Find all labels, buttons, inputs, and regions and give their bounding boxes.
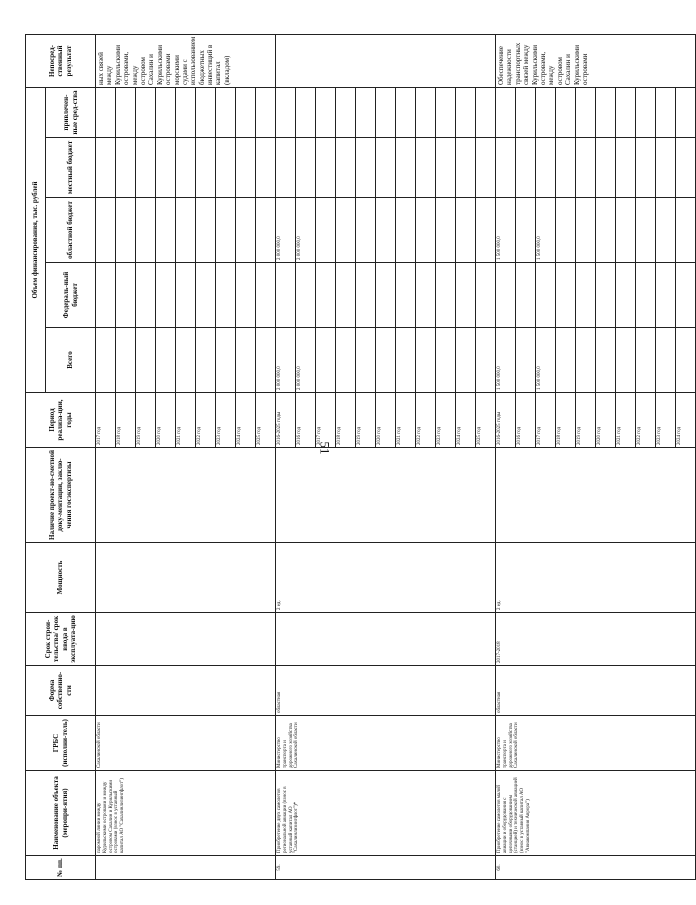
funding-federal: [176, 263, 196, 328]
funding-local: [476, 138, 496, 198]
funding-regional: [216, 198, 236, 263]
period-year: 2020 год: [596, 393, 616, 448]
funding-local: [96, 138, 116, 198]
header-funding-group: Объем финансирования, тыс. рублей: [26, 88, 46, 393]
funding-extra: [176, 88, 196, 138]
funding-regional: [616, 198, 636, 263]
funding-total: [196, 328, 216, 393]
period-year: 2018 год: [556, 393, 576, 448]
funding-federal: [356, 263, 376, 328]
funding-extra: [256, 88, 276, 138]
object-name: Приобретение двух самолетов региональной авиации (взнос в уставный капитал АО "Сахалинлизингфлот")*: [276, 771, 496, 856]
period-year: 2018 год: [116, 393, 136, 448]
funding-federal: [556, 263, 576, 328]
funding-extra: [296, 88, 316, 138]
funding-federal: [656, 263, 676, 328]
funding-extra: [596, 88, 616, 138]
ownership-form: [96, 666, 276, 716]
funding-extra: [336, 88, 356, 138]
funding-regional: [396, 198, 416, 263]
funding-local: [636, 138, 656, 198]
funding-extra: [536, 88, 556, 138]
funding-extra: [396, 88, 416, 138]
documentation: [276, 448, 496, 543]
funding-regional: [256, 198, 276, 263]
funding-federal: [236, 263, 256, 328]
period-year: 2025 год: [256, 393, 276, 448]
period-year: 2020 год: [156, 393, 176, 448]
funding-federal: [336, 263, 356, 328]
funding-extra: [236, 88, 256, 138]
funding-local: [196, 138, 216, 198]
header-total: Всего: [46, 328, 96, 393]
capacity: [96, 543, 276, 613]
funding-local: [296, 138, 316, 198]
period-year: 2019 год: [576, 393, 596, 448]
funding-federal: [536, 263, 556, 328]
funding-regional: [336, 198, 356, 263]
period-year: 2019 год: [136, 393, 156, 448]
funding-local: [256, 138, 276, 198]
funding-total: 1 500 000,0: [496, 328, 516, 393]
page-number: 51: [317, 441, 333, 455]
funding-extra: [516, 88, 536, 138]
funding-extra: [676, 88, 696, 138]
grbs-executor: Сахалинской области: [96, 716, 276, 771]
header-federal: Федераль-ный бюджет: [46, 263, 96, 328]
funding-extra: [96, 88, 116, 138]
funding-federal: [496, 263, 516, 328]
funding-total: [136, 328, 156, 393]
funding-federal: [276, 263, 296, 328]
funding-federal: [156, 263, 176, 328]
funding-table: [25, 34, 696, 880]
table-body: [96, 35, 696, 880]
deadline: [96, 613, 276, 666]
funding-local: [536, 138, 556, 198]
funding-extra: [436, 88, 456, 138]
funding-total: [116, 328, 136, 393]
table-row: [276, 35, 296, 880]
documentation: [96, 448, 276, 543]
funding-total: [216, 328, 236, 393]
funding-federal: [596, 263, 616, 328]
deadline: 2017-2018: [496, 613, 696, 666]
direct-result: ных связей между Курильскими островами, между островом Сахалин и Курильскими островами морскими судами с использованием бюджетных инвестиций в капитал (вкладом): [96, 35, 276, 88]
funding-extra: [656, 88, 676, 138]
funding-regional: [456, 198, 476, 263]
table-row: [96, 35, 116, 880]
header-deadline: Срок строи-тельства/ срок ввода в эксплуата-цию: [26, 613, 96, 666]
funding-local: [416, 138, 436, 198]
funding-regional: [116, 198, 136, 263]
funding-federal: [136, 263, 156, 328]
funding-local: [436, 138, 456, 198]
capacity: 2 ед.: [496, 543, 696, 613]
funding-local: [596, 138, 616, 198]
funding-total: [376, 328, 396, 393]
funding-local: [336, 138, 356, 198]
funding-total: [676, 328, 696, 393]
header-result: Непосред-ственный результат: [26, 35, 96, 88]
funding-extra: [616, 88, 636, 138]
header-local: местный бюджет: [46, 138, 96, 198]
funding-local: [176, 138, 196, 198]
funding-local: [576, 138, 596, 198]
period-year: 2023 год: [436, 393, 456, 448]
period-year: 2016-2025 годы: [276, 393, 296, 448]
funding-local: [496, 138, 516, 198]
funding-federal: [456, 263, 476, 328]
funding-federal: [96, 263, 116, 328]
funding-total: [436, 328, 456, 393]
period-year: 2024 год: [456, 393, 476, 448]
funding-extra: [196, 88, 216, 138]
funding-total: [256, 328, 276, 393]
header-name: Наименование объекта (меропри-ятия): [26, 771, 96, 856]
funding-total: [656, 328, 676, 393]
funding-extra: [496, 88, 516, 138]
funding-total: [156, 328, 176, 393]
funding-federal: [676, 263, 696, 328]
row-number: [96, 856, 276, 880]
funding-local: [616, 138, 636, 198]
funding-regional: 1 500 000,0: [536, 198, 556, 263]
funding-local: [676, 138, 696, 198]
object-name: паромной линии между Курильскими островами и между островом Сахалин и Курильскими островами (взнос в уставный капитал АО "Сахалинлизингфлот"): [96, 771, 276, 856]
period-year: 2016 год: [296, 393, 316, 448]
funding-total: 1 500 000,0: [536, 328, 556, 393]
period-year: 2019 год: [356, 393, 376, 448]
funding-total: [316, 328, 336, 393]
funding-regional: [516, 198, 536, 263]
funding-federal: [116, 263, 136, 328]
funding-total: [636, 328, 656, 393]
period-year: 2020 год: [376, 393, 396, 448]
funding-extra: [636, 88, 656, 138]
deadline: [276, 613, 496, 666]
funding-total: [96, 328, 116, 393]
funding-total: [336, 328, 356, 393]
funding-local: [376, 138, 396, 198]
funding-total: [576, 328, 596, 393]
period-year: 2023 год: [656, 393, 676, 448]
period-year: 2017 год: [536, 393, 556, 448]
period-year: 2021 год: [396, 393, 416, 448]
row-number: 60.: [496, 856, 696, 880]
funding-regional: [576, 198, 596, 263]
funding-local: [456, 138, 476, 198]
object-name: Приобретение самолетов малой авиации и оборудования с цепочными оборудованием (станцией) и технической авиацией (взнос в уставный капитал АО "Авиакомпания Аврора"): [496, 771, 696, 856]
funding-local: [656, 138, 676, 198]
funding-regional: [236, 198, 256, 263]
funding-extra: [276, 88, 296, 138]
funding-total: [236, 328, 256, 393]
funding-regional: [476, 198, 496, 263]
ownership-form: областная: [276, 666, 496, 716]
funding-extra: [576, 88, 596, 138]
funding-extra: [156, 88, 176, 138]
period-year: 2024 год: [236, 393, 256, 448]
capacity: 2 ед.: [276, 543, 496, 613]
header-grbs: ГРБС (исполни-тель): [26, 716, 96, 771]
funding-extra: [556, 88, 576, 138]
header-ownership: Форма собственно-сти: [26, 666, 96, 716]
funding-federal: [376, 263, 396, 328]
funding-local: [356, 138, 376, 198]
funding-total: [596, 328, 616, 393]
funding-total: [516, 328, 536, 393]
funding-regional: [436, 198, 456, 263]
funding-federal: [436, 263, 456, 328]
funding-regional: [176, 198, 196, 263]
funding-regional: [96, 198, 116, 263]
funding-extra: [456, 88, 476, 138]
funding-extra: [376, 88, 396, 138]
header-num: № пп.: [26, 856, 96, 880]
period-year: 2022 год: [416, 393, 436, 448]
period-year: 2025 год: [476, 393, 496, 448]
funding-federal: [216, 263, 236, 328]
funding-regional: [556, 198, 576, 263]
funding-extra: [316, 88, 336, 138]
funding-regional: [356, 198, 376, 263]
funding-extra: [136, 88, 156, 138]
period-year: 2024 год: [676, 393, 696, 448]
period-year: 2022 год: [636, 393, 656, 448]
funding-local: [516, 138, 536, 198]
rotated-page: [25, 35, 682, 880]
funding-federal: [316, 263, 336, 328]
grbs-executor: Министерство транспорта и дорожного хозяйства Сахалинской области: [496, 716, 696, 771]
funding-regional: [636, 198, 656, 263]
row-number: 59.: [276, 856, 496, 880]
funding-total: 2 000 000,0: [296, 328, 316, 393]
funding-regional: [596, 198, 616, 263]
funding-regional: 2 000 000,0: [276, 198, 296, 263]
grbs-executor: Министерство транспорта и дорожного хозяйства Сахалинской области: [276, 716, 496, 771]
period-year: 2016-2025 годы: [496, 393, 516, 448]
header-regional: областной бюджет: [46, 198, 96, 263]
funding-local: [396, 138, 416, 198]
documentation: [496, 448, 696, 543]
header-extra: привлечен-ные сред-ства: [46, 88, 96, 138]
period-year: 2023 год: [216, 393, 236, 448]
funding-local: [556, 138, 576, 198]
period-year: 2021 год: [616, 393, 636, 448]
funding-local: [156, 138, 176, 198]
period-year: 2017 год: [96, 393, 116, 448]
funding-federal: [196, 263, 216, 328]
funding-extra: [216, 88, 236, 138]
header-capacity: Мощность: [26, 543, 96, 613]
funding-federal: [516, 263, 536, 328]
funding-total: [356, 328, 376, 393]
funding-total: [456, 328, 476, 393]
funding-regional: 1 500 000,0: [496, 198, 516, 263]
funding-extra: [356, 88, 376, 138]
funding-local: [116, 138, 136, 198]
funding-federal: [576, 263, 596, 328]
funding-regional: 2 000 000,0: [296, 198, 316, 263]
funding-total: [616, 328, 636, 393]
funding-regional: [416, 198, 436, 263]
direct-result: [276, 35, 496, 88]
funding-total: [476, 328, 496, 393]
header-documentation: Наличие проект-но-сметной доку-ментации, заклю-чения госэкспертизы: [26, 448, 96, 543]
period-year: 2022 год: [196, 393, 216, 448]
header-period: Период реализа-ции, годы: [26, 393, 96, 448]
funding-federal: [416, 263, 436, 328]
period-year: 2021 год: [176, 393, 196, 448]
funding-federal: [616, 263, 636, 328]
funding-total: [416, 328, 436, 393]
funding-regional: [316, 198, 336, 263]
funding-local: [276, 138, 296, 198]
period-year: 2017 год: [316, 393, 336, 448]
period-year: 2016 год: [516, 393, 536, 448]
funding-local: [136, 138, 156, 198]
funding-federal: [296, 263, 316, 328]
table-row: [496, 35, 516, 880]
funding-local: [316, 138, 336, 198]
funding-regional: [156, 198, 176, 263]
ownership-form: областная: [496, 666, 696, 716]
funding-regional: [676, 198, 696, 263]
direct-result: Обеспечение надежности транспортных связей между Курильскими островами, между островом Сахалин и Курильскими островами: [496, 35, 696, 88]
funding-federal: [636, 263, 656, 328]
funding-extra: [416, 88, 436, 138]
funding-extra: [116, 88, 136, 138]
period-year: 2018 год: [336, 393, 356, 448]
funding-total: [556, 328, 576, 393]
funding-regional: [196, 198, 216, 263]
funding-total: [176, 328, 196, 393]
funding-federal: [396, 263, 416, 328]
funding-local: [236, 138, 256, 198]
funding-total: [396, 328, 416, 393]
funding-federal: [256, 263, 276, 328]
funding-total: 2 000 000,0: [276, 328, 296, 393]
funding-regional: [376, 198, 396, 263]
funding-extra: [476, 88, 496, 138]
funding-regional: [136, 198, 156, 263]
funding-regional: [656, 198, 676, 263]
funding-federal: [476, 263, 496, 328]
funding-local: [216, 138, 236, 198]
